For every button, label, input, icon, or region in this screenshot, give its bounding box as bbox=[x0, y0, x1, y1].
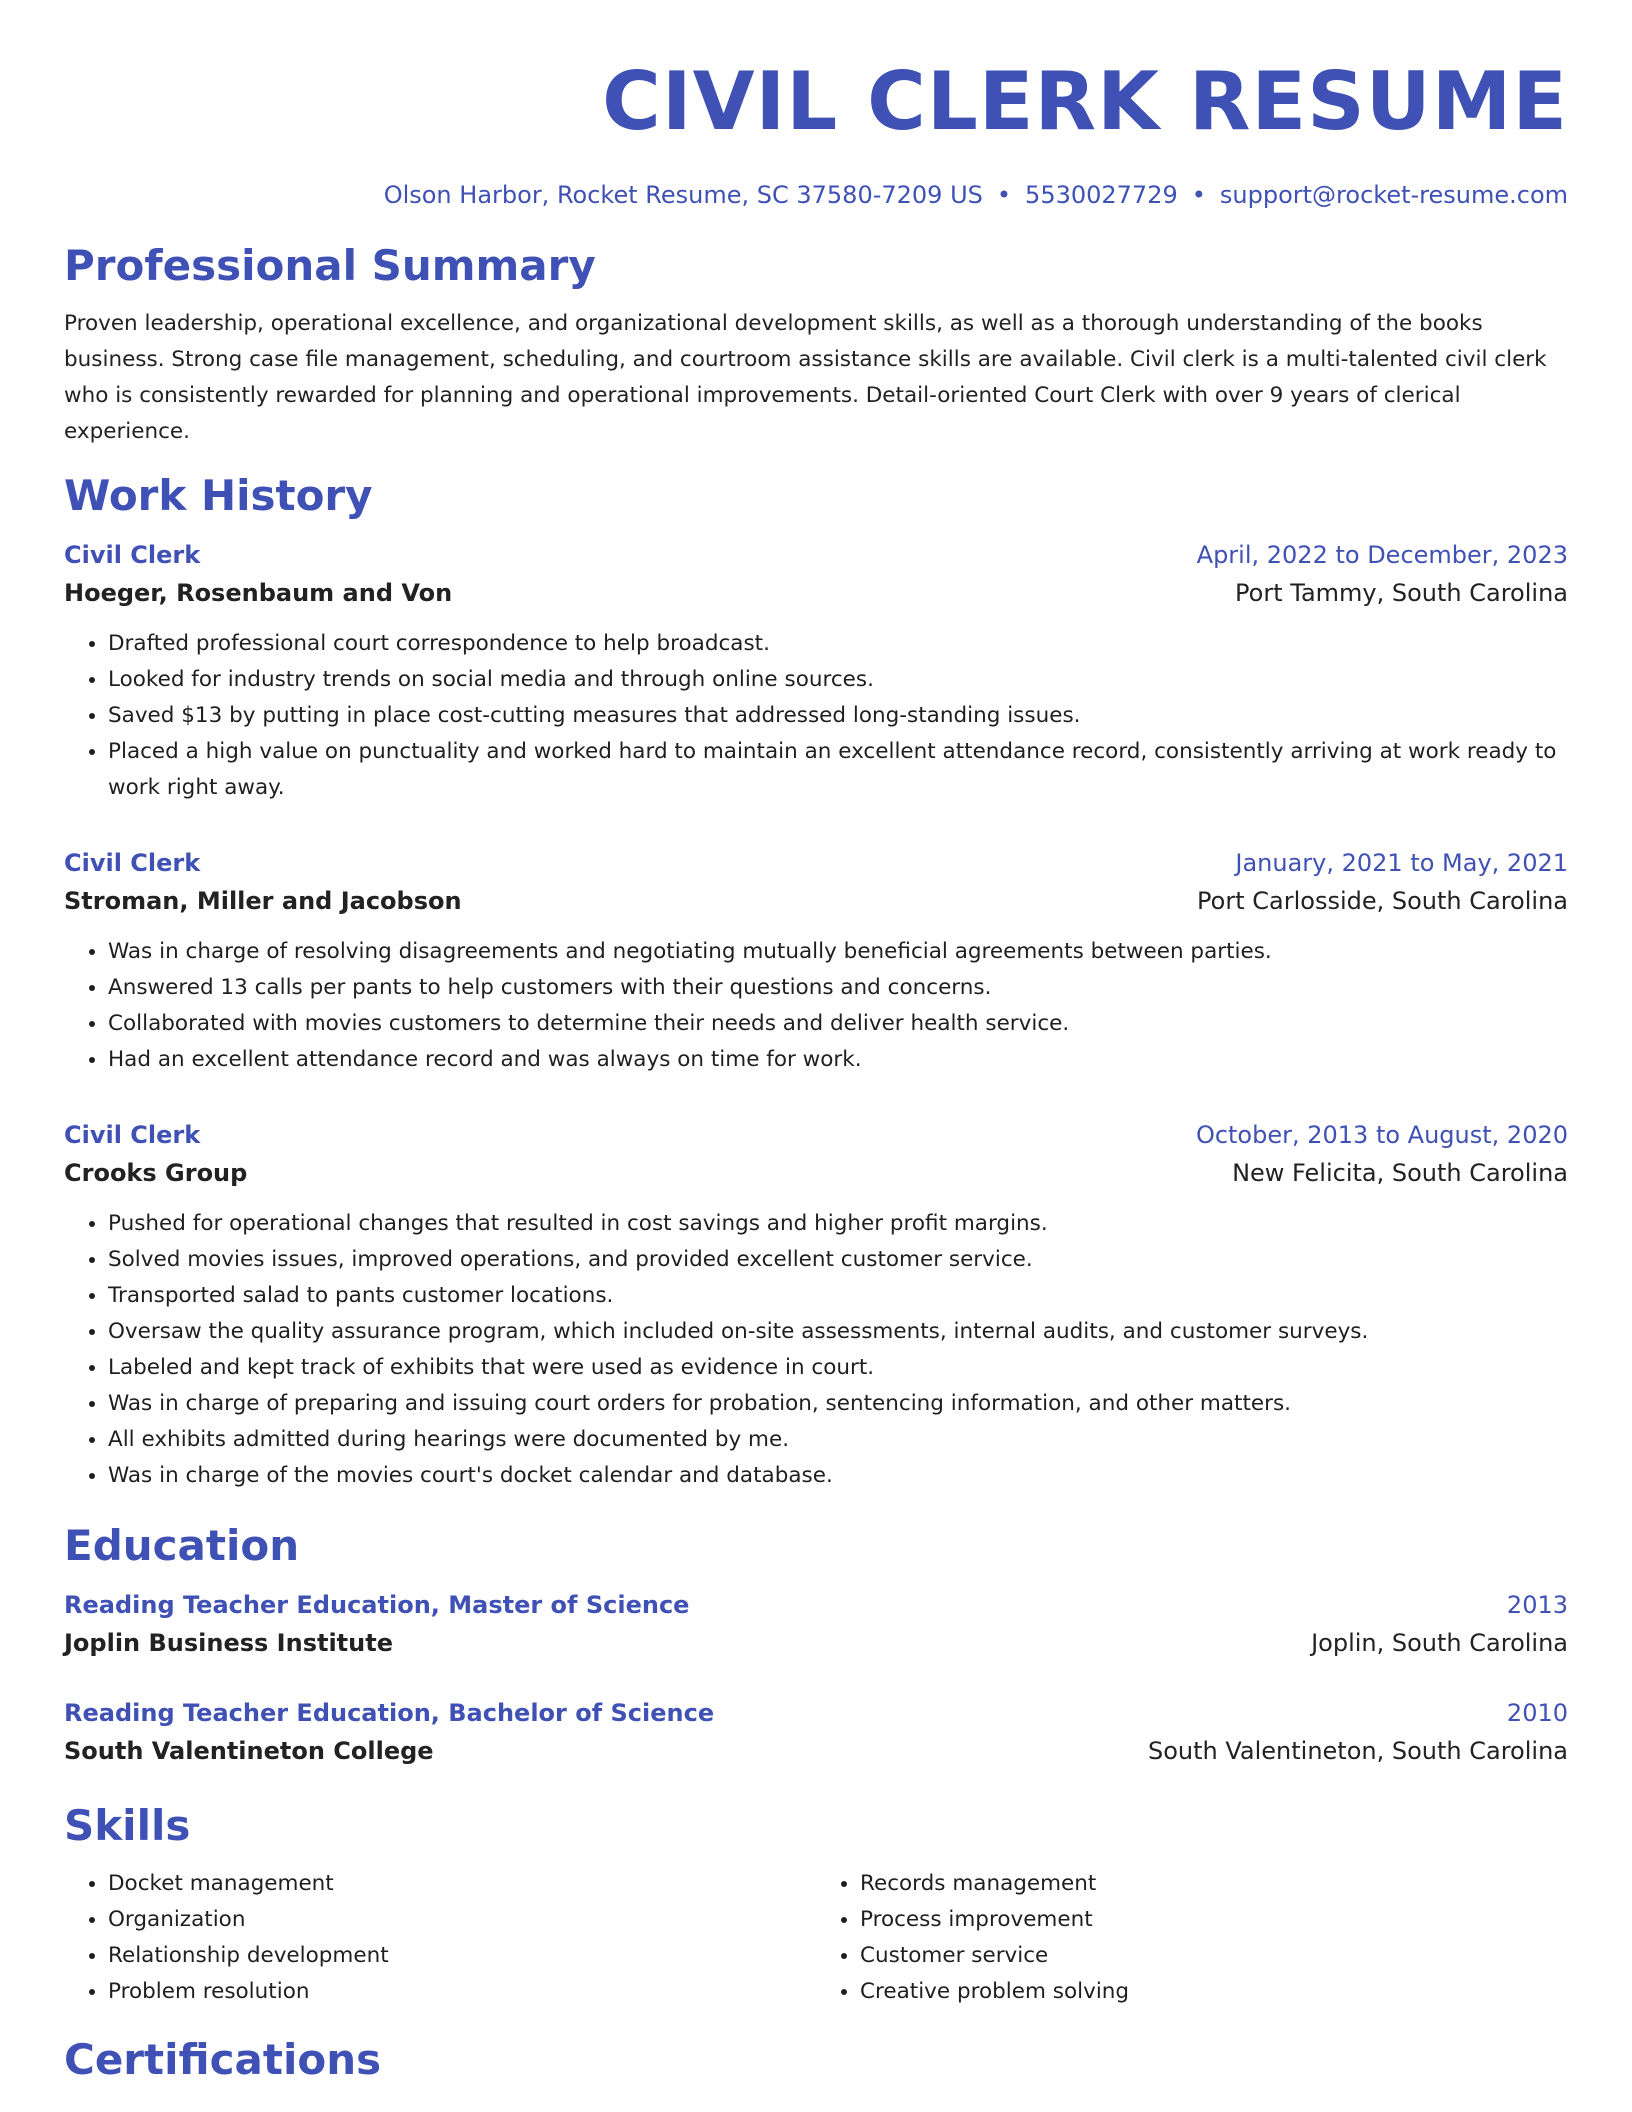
job-bullet: • Answered 13 calls per pants to help customers with their questions and concerns. bbox=[108, 970, 1568, 1006]
section-title-education: Education bbox=[64, 1521, 300, 1570]
job-bullet: • Solved movies issues, improved operations, and provided excellent customer service. bbox=[108, 1242, 1568, 1278]
resume-header bbox=[64, 0, 1568, 212]
job-dates: January, 2021 to May, 2021 bbox=[1235, 849, 1568, 877]
job-bullet: • All exhibits admitted during hearings were documented by me. bbox=[108, 1422, 1568, 1458]
skill-item: • Docket management bbox=[108, 1866, 816, 1902]
contact-address: Olson Harbor, Rocket Resume, SC 37580-7209 US bbox=[383, 181, 983, 209]
job-bullet: • Saved $13 by putting in place cost-cutting measures that addressed long-standing issues. bbox=[108, 698, 1568, 734]
education-location: Joplin, South Carolina bbox=[1311, 1629, 1568, 1657]
job-bullet: • Oversaw the quality assurance program, which included on-site assessments, internal audits, and customer surveys. bbox=[108, 1314, 1568, 1350]
job-bullet: • Placed a high value on punctuality and worked hard to maintain an excellent attendance record, consistently arriving at work ready to work right away. bbox=[108, 734, 1568, 806]
education-location: South Valentineton, South Carolina bbox=[1147, 1737, 1568, 1765]
job-dates: April, 2022 to December, 2023 bbox=[1196, 541, 1568, 569]
job-bullet: • Was in charge of resolving disagreements and negotiating mutually beneficial agreements between parties. bbox=[108, 934, 1568, 970]
job-role: Civil Clerk bbox=[64, 849, 201, 877]
job-bullets bbox=[64, 1206, 1568, 1494]
education-year: 2013 bbox=[1506, 1591, 1568, 1619]
education-entry bbox=[64, 1586, 1568, 1662]
job-dates: October, 2013 to August, 2020 bbox=[1195, 1121, 1568, 1149]
job-location: Port Carlosside, South Carolina bbox=[1197, 887, 1568, 915]
job-bullets bbox=[64, 934, 1568, 1078]
job-entry bbox=[64, 844, 1568, 1078]
job-company: Hoeger, Rosenbaum and Von bbox=[64, 579, 453, 607]
section-title-skills: Skills bbox=[64, 1801, 191, 1850]
job-bullet: • Collaborated with movies customers to determine their needs and deliver health service. bbox=[108, 1006, 1568, 1042]
job-bullet: • Labeled and kept track of exhibits that were used as evidence in court. bbox=[108, 1350, 1568, 1386]
skills-list bbox=[64, 1866, 1568, 2010]
skill-item: • Records management bbox=[860, 1866, 1568, 1902]
section-title-work-history: Work History bbox=[64, 471, 373, 520]
job-company: Crooks Group bbox=[64, 1159, 248, 1187]
job-bullet: • Pushed for operational changes that resulted in cost savings and higher profit margins. bbox=[108, 1206, 1568, 1242]
contact-line bbox=[64, 178, 1568, 212]
job-bullet: • Drafted professional court correspondence to help broadcast. bbox=[108, 626, 1568, 662]
section-title-certifications: Certifications bbox=[64, 2035, 382, 2084]
summary-text: Proven leadership, operational excellence, and organizational development skills, as well as a thorough understanding of the books business. Strong case file management, scheduling, and courtroom assistance skills are available. Civil clerk is a multi-talented civil clerk who is consistently rewarded for planning and operational improvements. Detail-oriented Court Clerk with over 9 years of clerical experience. bbox=[64, 311, 1547, 444]
skill-item: • Organization bbox=[108, 1902, 816, 1938]
education-school: Joplin Business Institute bbox=[64, 1629, 393, 1657]
skill-item: • Process improvement bbox=[860, 1902, 1568, 1938]
job-location: New Felicita, South Carolina bbox=[1232, 1159, 1568, 1187]
job-bullet: • Was in charge of the movies court's docket calendar and database. bbox=[108, 1458, 1568, 1494]
job-role: Civil Clerk bbox=[64, 541, 201, 569]
education-degree: Reading Teacher Education, Master of Science bbox=[64, 1591, 690, 1619]
job-bullets bbox=[64, 626, 1568, 806]
education-year: 2010 bbox=[1506, 1699, 1568, 1727]
skills-column-right bbox=[816, 1866, 1568, 2010]
job-bullet: • Was in charge of preparing and issuing court orders for probation, sentencing information, and other matters. bbox=[108, 1386, 1568, 1422]
skills-column-left bbox=[64, 1866, 816, 2010]
education-entry bbox=[64, 1694, 1568, 1770]
job-bullet: • Transported salad to pants customer locations. bbox=[108, 1278, 1568, 1314]
job-role: Civil Clerk bbox=[64, 1121, 201, 1149]
section-title-summary: Professional Summary bbox=[64, 241, 596, 290]
contact-email[interactable]: support@rocket-resume.com bbox=[1219, 181, 1568, 209]
contact-phone: 5530027729 bbox=[1025, 181, 1178, 209]
job-entry bbox=[64, 536, 1568, 806]
job-company: Stroman, Miller and Jacobson bbox=[64, 887, 462, 915]
job-bullet: • Had an excellent attendance record and was always on time for work. bbox=[108, 1042, 1568, 1078]
job-location: Port Tammy, South Carolina bbox=[1235, 579, 1568, 607]
job-entry bbox=[64, 1116, 1568, 1494]
skill-item: • Creative problem solving bbox=[860, 1974, 1568, 2010]
job-bullet: • Looked for industry trends on social media and through online sources. bbox=[108, 662, 1568, 698]
separator-dot: • bbox=[1191, 181, 1206, 209]
separator-dot: • bbox=[996, 181, 1012, 209]
education-degree: Reading Teacher Education, Bachelor of Science bbox=[64, 1699, 715, 1727]
education-school: South Valentineton College bbox=[64, 1737, 434, 1765]
skill-item: • Customer service bbox=[860, 1938, 1568, 1974]
skill-item: • Problem resolution bbox=[108, 1974, 816, 2010]
resume-title: CIVIL CLERK RESUME bbox=[602, 55, 1568, 148]
skill-item: • Relationship development bbox=[108, 1938, 816, 1974]
